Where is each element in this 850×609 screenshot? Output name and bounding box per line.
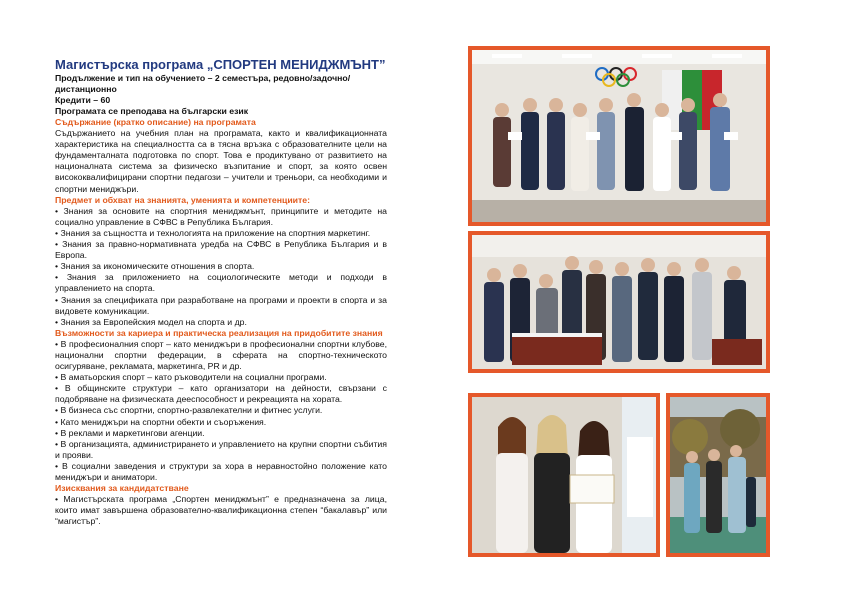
- program-meta-credits: Кредити – 60: [55, 95, 111, 105]
- outdoor-group-photo-icon: [670, 397, 766, 553]
- list-item: • Знания за приложението на социологическите методи и подходи в управлението на спорта.: [55, 272, 387, 294]
- section-paragraph-content: Съдържанието на учебния план на програмата, както и квалификационната характеристика на специалността са в тясна връзка с образователните цели на фундаменталната подготовка по спорт. Това е продиктувано от развитието на националната система за физическо възпитание и спорт, за която освен висококвалифицирани спортни педагози – учители и треньори, са необходими и спортни мениджъри.: [55, 128, 387, 194]
- section-heading-career: Възможности за кариера и практическа реализация на придобитите знания: [55, 327, 383, 338]
- list-item: • В социални заведения и структури за хора в неравностойно положение като мениджъри и аниматори.: [55, 460, 387, 482]
- section-heading-content: Съдържание (кратко описание) на програмата: [55, 117, 256, 127]
- outdoor-group-photo: [666, 393, 770, 557]
- section-heading-knowledge: Предмет и обхват на знанията, уменията и компетенциите:: [55, 194, 310, 205]
- program-meta-language: Програмата се преподава на български език: [55, 106, 249, 116]
- conference-group-photo: [468, 231, 770, 373]
- list-item: • Като мениджъри на спортни обекти и съоръжения.: [55, 416, 267, 427]
- students-certificate-photo-icon: [472, 397, 656, 553]
- list-item: • В организацията, администрирането и управлението на крупни спортни събития и прояви.: [55, 438, 387, 460]
- graduation-group-photo-icon: [472, 50, 766, 222]
- section-heading-requirements: Изисквания за кандидатстване: [55, 483, 189, 494]
- list-item: • Знания за основите на спортния мениджмънт, принципите и методите на социално управление в СФВС в Република България.: [55, 205, 387, 227]
- list-item: • В реклами и маркетингови агенции.: [55, 427, 205, 438]
- graduation-group-photo: [468, 46, 770, 226]
- list-item: • В професионалния спорт – като мениджъри в професионални спортни клубове, национални спортни федерации, в сферата на спортно-техническото осигуряване, рекламата, маркетинга, PR и др.: [55, 338, 387, 372]
- list-item: • Знания за спецификата при разработване на програми и проекти в спорта и за видовете комуникации.: [55, 294, 387, 316]
- list-item: • Знания за икономическите отношения в спорта.: [55, 261, 255, 272]
- program-text-column: [55, 57, 387, 527]
- list-item: • Знания за същността и технологията на приложение на спортния маркетинг.: [55, 227, 371, 238]
- list-item: • В общинските структури – като организатори на дейности, свързани с подобряване на физическата дееспособност и рекреацията на хората.: [55, 383, 387, 405]
- list-item: • Знания за правно-нормативната уредба на СФВС в Република България и в Европа.: [55, 239, 387, 261]
- requirements-list: [55, 494, 387, 527]
- list-item: • Магистърската програма „Спортен мениджмънт” е предназначена за лица, които имат завършена образователно-квалификационна степен “бакалавър” или “магистър”.: [55, 494, 387, 527]
- list-item: • В аматьорския спорт – като ръководители на социални програми.: [55, 372, 327, 383]
- conference-group-photo-icon: [472, 235, 766, 369]
- list-item: • В бизнеса със спортни, спортно-развлекателни и фитнес услуги.: [55, 405, 323, 416]
- students-certificate-photo: [468, 393, 660, 557]
- list-item: • Знания за Европейския модел на спорта и др.: [55, 316, 247, 327]
- career-list: [55, 339, 387, 483]
- program-title: Магистърска програма „СПОРТЕН МЕНИДЖМЪНТ”: [55, 57, 386, 72]
- program-meta-duration: Продължение и тип на обучението – 2 семестъра, редовно/задочно/дистанционно: [55, 73, 351, 94]
- knowledge-list: [55, 206, 387, 328]
